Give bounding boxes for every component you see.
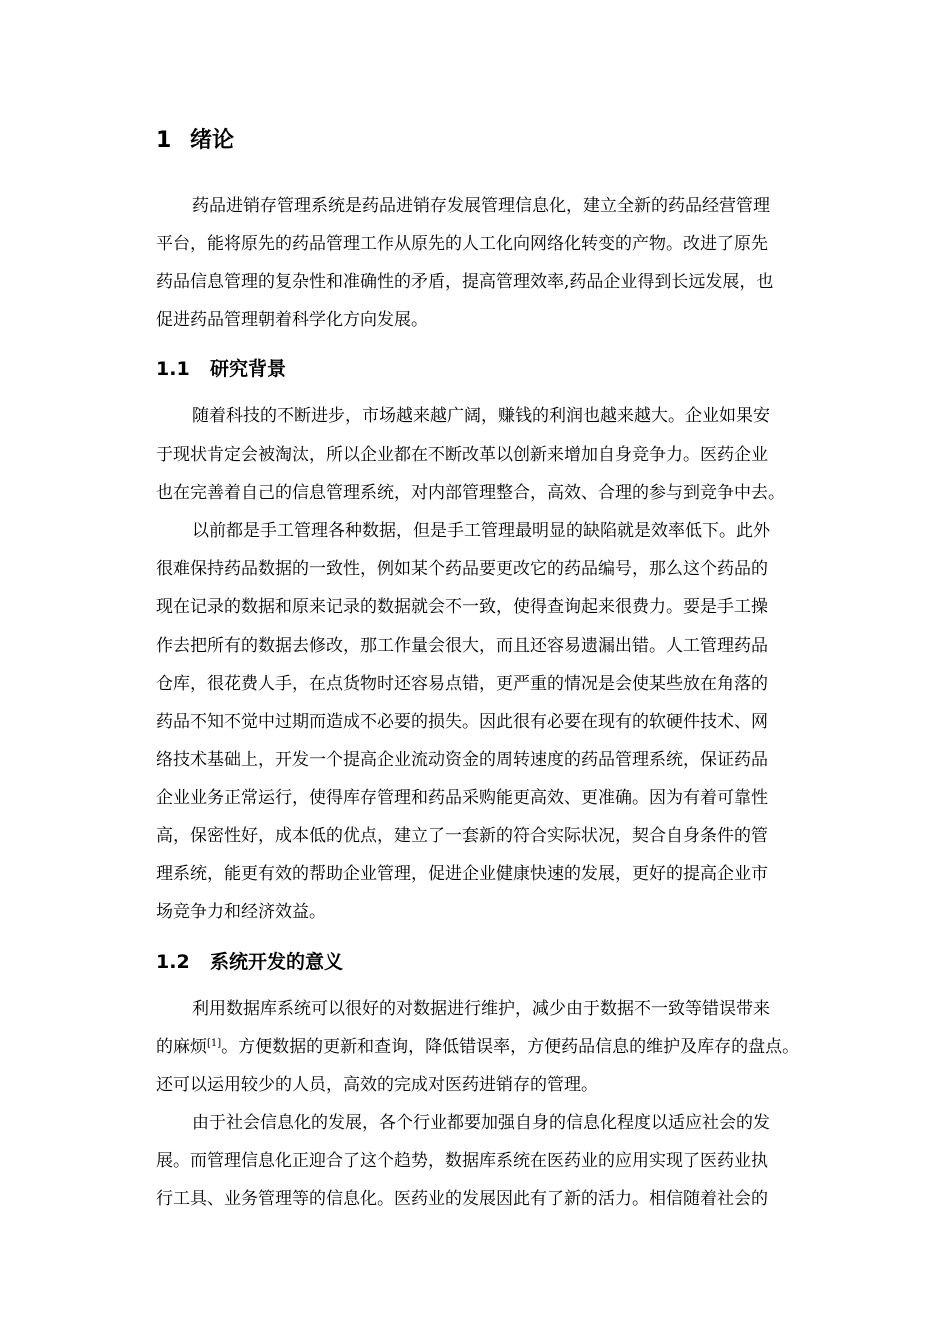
section-title: 研究背景 [210,358,287,380]
chapter-title: 绪论 [190,128,235,153]
paragraph-line: 理系统，能更有效的帮助企业管理，促进企业健康快速的发展，更好的提高企业市 [156,864,768,884]
section-title: 系统开发的意义 [210,951,344,973]
paragraph-line: 现在记录的数据和原来记录的数据就会不一致，使得查询起来很费力。要是手工操 [156,597,768,617]
paragraph-line: 场竞争力和经济效益。 [156,902,326,922]
section-number: 1.2 [156,951,190,973]
paragraph-line: 作去把所有的数据去修改，那工作量会很大，而且还容易遗漏出错。人工管理药品 [156,636,768,656]
paragraph-line: 药品不知不觉中过期而造成不必要的损失。因此很有必要在现有的软硬件技术、网 [156,712,768,732]
paragraph-line: 利用数据库系统可以很好的对数据进行维护，减少由于数据不一致等错误带来 [192,999,770,1019]
paragraph-line: 以前都是手工管理各种数据，但是手工管理最明显的缺陷就是效率低下。此外 [192,521,770,541]
paragraph-line: 平台，能将原先的药品管理工作从原先的人工化向网络化转变的产物。改进了原先 [156,234,768,254]
paragraph-line: 络技术基础上，开发一个提高企业流动资金的周转速度的药品管理系统，保证药品 [156,750,768,770]
paragraph-line: 仓库，很花费人手，在点货物时还容易点错，更严重的情况是会使某些放在角落的 [156,674,768,694]
paragraph-line: 也在完善着自己的信息管理系统，对内部管理整合，高效、合理的参与到竞争中去。 [156,483,785,503]
text-span: 的麻烦 [156,1037,207,1057]
chapter-number: 1 [156,128,172,153]
paragraph-line: 高，保密性好，成本低的优点，建立了一套新的符合实际状况，契合自身条件的管 [156,826,768,846]
chapter-heading [156,126,234,156]
section-heading [156,356,286,382]
paragraph-line: 药品进销存管理系统是药品进销存发展管理信息化，建立全新的药品经营管理 [192,196,770,216]
paragraph-line [156,1035,856,1059]
text-span: 。方便数据的更新和查询，降低错误率，方便药品信息的维护及库存的盘点。 [221,1037,800,1057]
paragraph-line: 药品信息管理的复杂性和准确性的矛盾，提高管理效率,药品企业得到长远发展，也 [156,272,774,292]
citation-ref[interactable]: [1] [207,1038,222,1049]
paragraph-line: 随着科技的不断进步，市场越来越广阔，赚钱的利润也越来越大。企业如果安 [192,406,770,426]
paragraph-line: 由于社会信息化的发展，各个行业都要加强自身的信息化程度以适应社会的发 [192,1113,770,1133]
paragraph-line: 企业业务正常运行，使得库存管理和药品采购能更高效、更准确。因为有着可靠性 [156,788,768,808]
section-heading [156,949,343,975]
section-number: 1.1 [156,358,190,380]
paragraph-line: 很难保持药品数据的一致性，例如某个药品要更改它的药品编号，那么这个药品的 [156,559,768,579]
paragraph-line: 展。而管理信息化正迎合了这个趋势，数据库系统在医药业的应用实现了医药业执 [156,1151,768,1171]
paragraph-line: 于现状肯定会被淘汰，所以企业都在不断改革以创新来增加自身竞争力。医药企业 [156,445,768,465]
paragraph-line: 促进药品管理朝着科学化方向发展。 [156,310,428,330]
paragraph-line: 还可以运用较少的人员，高效的完成对医药进销存的管理。 [156,1075,598,1095]
paragraph-line: 行工具、业务管理等的信息化。医药业的发展因此有了新的活力。相信随着社会的 [156,1189,768,1209]
